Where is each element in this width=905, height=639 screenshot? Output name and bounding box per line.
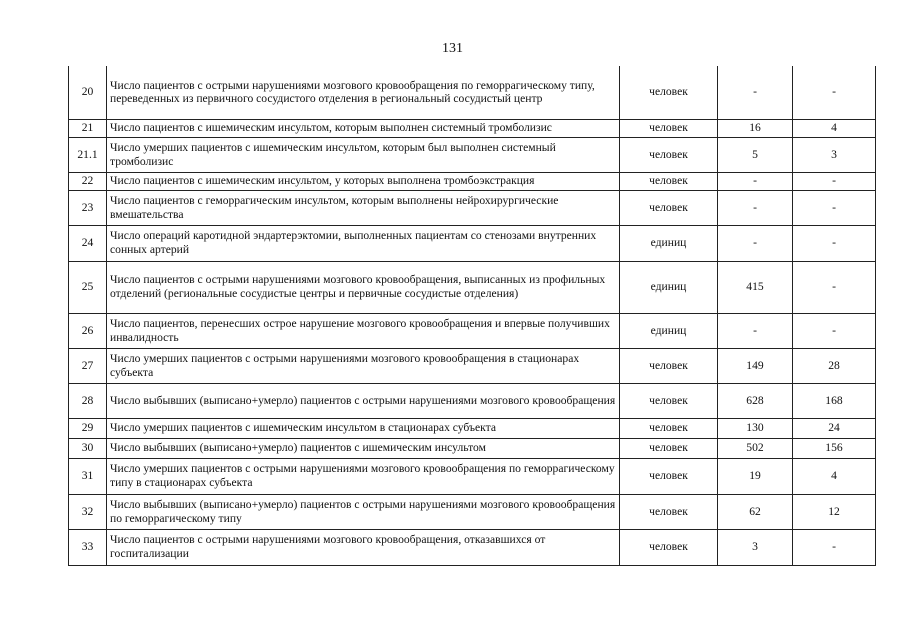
table-row	[69, 119, 876, 137]
row-number-cell: 29	[69, 418, 107, 438]
row-number-cell: 28	[69, 383, 107, 418]
value-cell-2: 4	[793, 458, 876, 494]
table-row	[69, 529, 876, 565]
unit-cell: человек	[620, 458, 718, 494]
indicator-name-cell: Число пациентов с острыми нарушениями мозгового кровообращения, выписанных из профильных отделений (региональные сосудистые центры и первичные сосудистые отделения)	[107, 261, 620, 313]
value-cell-1: -	[718, 172, 793, 190]
row-number-cell: 23	[69, 190, 107, 225]
table-row	[69, 438, 876, 458]
unit-cell: человек	[620, 190, 718, 225]
table-row	[69, 190, 876, 225]
table-row	[69, 313, 876, 348]
indicator-name-cell: Число пациентов с острыми нарушениями мозгового кровообращения, отказавшихся от госпитализации	[107, 529, 620, 565]
indicator-name-cell: Число пациентов с геморрагическим инсультом, которым выполнены нейрохирургические вмешательства	[107, 190, 620, 225]
unit-cell: человек	[620, 494, 718, 529]
indicator-name-cell: Число выбывших (выписано+умерло) пациентов с ишемическим инсультом	[107, 438, 620, 458]
row-number-cell: 21.1	[69, 137, 107, 172]
value-cell-1: -	[718, 66, 793, 119]
row-number-cell: 33	[69, 529, 107, 565]
value-cell-2: -	[793, 261, 876, 313]
table-row	[69, 225, 876, 261]
value-cell-2: -	[793, 529, 876, 565]
row-number-cell: 26	[69, 313, 107, 348]
unit-cell: человек	[620, 66, 718, 119]
table-row	[69, 458, 876, 494]
indicator-name-cell: Число умерших пациентов с ишемическим инсультом в стационарах субъекта	[107, 418, 620, 438]
value-cell-2: 4	[793, 119, 876, 137]
table-row	[69, 348, 876, 383]
unit-cell: человек	[620, 438, 718, 458]
unit-cell: человек	[620, 418, 718, 438]
row-number-cell: 20	[69, 66, 107, 119]
unit-cell: человек	[620, 137, 718, 172]
indicator-name-cell: Число умерших пациентов с ишемическим инсультом, которым был выполнен системный тромболизис	[107, 137, 620, 172]
row-number-cell: 32	[69, 494, 107, 529]
row-number-cell: 31	[69, 458, 107, 494]
value-cell-1: -	[718, 313, 793, 348]
value-cell-1: 62	[718, 494, 793, 529]
value-cell-2: -	[793, 66, 876, 119]
row-number-cell: 24	[69, 225, 107, 261]
table-row	[69, 66, 876, 119]
value-cell-1: 149	[718, 348, 793, 383]
value-cell-2: -	[793, 313, 876, 348]
row-number-cell: 22	[69, 172, 107, 190]
indicator-name-cell: Число пациентов, перенесших острое нарушение мозгового кровообращения и впервые получивших инвалидность	[107, 313, 620, 348]
table-row	[69, 137, 876, 172]
unit-cell: единиц	[620, 313, 718, 348]
value-cell-1: -	[718, 190, 793, 225]
row-number-cell: 27	[69, 348, 107, 383]
table-row	[69, 494, 876, 529]
value-cell-2: 24	[793, 418, 876, 438]
indicator-name-cell: Число выбывших (выписано+умерло) пациентов с острыми нарушениями мозгового кровообращения по геморрагическому типу	[107, 494, 620, 529]
value-cell-1: 415	[718, 261, 793, 313]
row-number-cell: 25	[69, 261, 107, 313]
value-cell-2: 168	[793, 383, 876, 418]
unit-cell: человек	[620, 529, 718, 565]
value-cell-1: 19	[718, 458, 793, 494]
value-cell-1: 502	[718, 438, 793, 458]
value-cell-2: -	[793, 190, 876, 225]
page-number: 131	[442, 41, 463, 56]
indicator-name-cell: Число умерших пациентов с острыми нарушениями мозгового кровообращения по геморрагическому типу в стационарах субъекта	[107, 458, 620, 494]
unit-cell: человек	[620, 172, 718, 190]
table-row	[69, 383, 876, 418]
statistics-table	[68, 66, 876, 566]
value-cell-2: -	[793, 172, 876, 190]
indicator-name-cell: Число пациентов с острыми нарушениями мозгового кровообращения по геморрагическому типу, переведенных из первичного сосудистого отделения в региональный сосудистый центр	[107, 66, 620, 119]
unit-cell: человек	[620, 119, 718, 137]
value-cell-1: 130	[718, 418, 793, 438]
value-cell-2: -	[793, 225, 876, 261]
value-cell-1: 16	[718, 119, 793, 137]
unit-cell: единиц	[620, 261, 718, 313]
unit-cell: единиц	[620, 225, 718, 261]
value-cell-2: 156	[793, 438, 876, 458]
value-cell-1: -	[718, 225, 793, 261]
indicator-name-cell: Число операций каротидной эндартерэктомии, выполненных пациентам со стенозами внутренних сонных артерий	[107, 225, 620, 261]
row-number-cell: 21	[69, 119, 107, 137]
value-cell-1: 5	[718, 137, 793, 172]
table-row	[69, 261, 876, 313]
unit-cell: человек	[620, 383, 718, 418]
value-cell-1: 3	[718, 529, 793, 565]
table-row	[69, 418, 876, 438]
indicator-name-cell: Число выбывших (выписано+умерло) пациентов с острыми нарушениями мозгового кровообращения	[107, 383, 620, 418]
unit-cell: человек	[620, 348, 718, 383]
value-cell-1: 628	[718, 383, 793, 418]
indicator-name-cell: Число умерших пациентов с острыми нарушениями мозгового кровообращения в стационарах субъекта	[107, 348, 620, 383]
indicator-name-cell: Число пациентов с ишемическим инсультом, которым выполнен системный тромболизис	[107, 119, 620, 137]
indicator-name-cell: Число пациентов с ишемическим инсультом, у которых выполнена тромбоэкстракция	[107, 172, 620, 190]
table-row	[69, 172, 876, 190]
value-cell-2: 12	[793, 494, 876, 529]
value-cell-2: 28	[793, 348, 876, 383]
row-number-cell: 30	[69, 438, 107, 458]
value-cell-2: 3	[793, 137, 876, 172]
